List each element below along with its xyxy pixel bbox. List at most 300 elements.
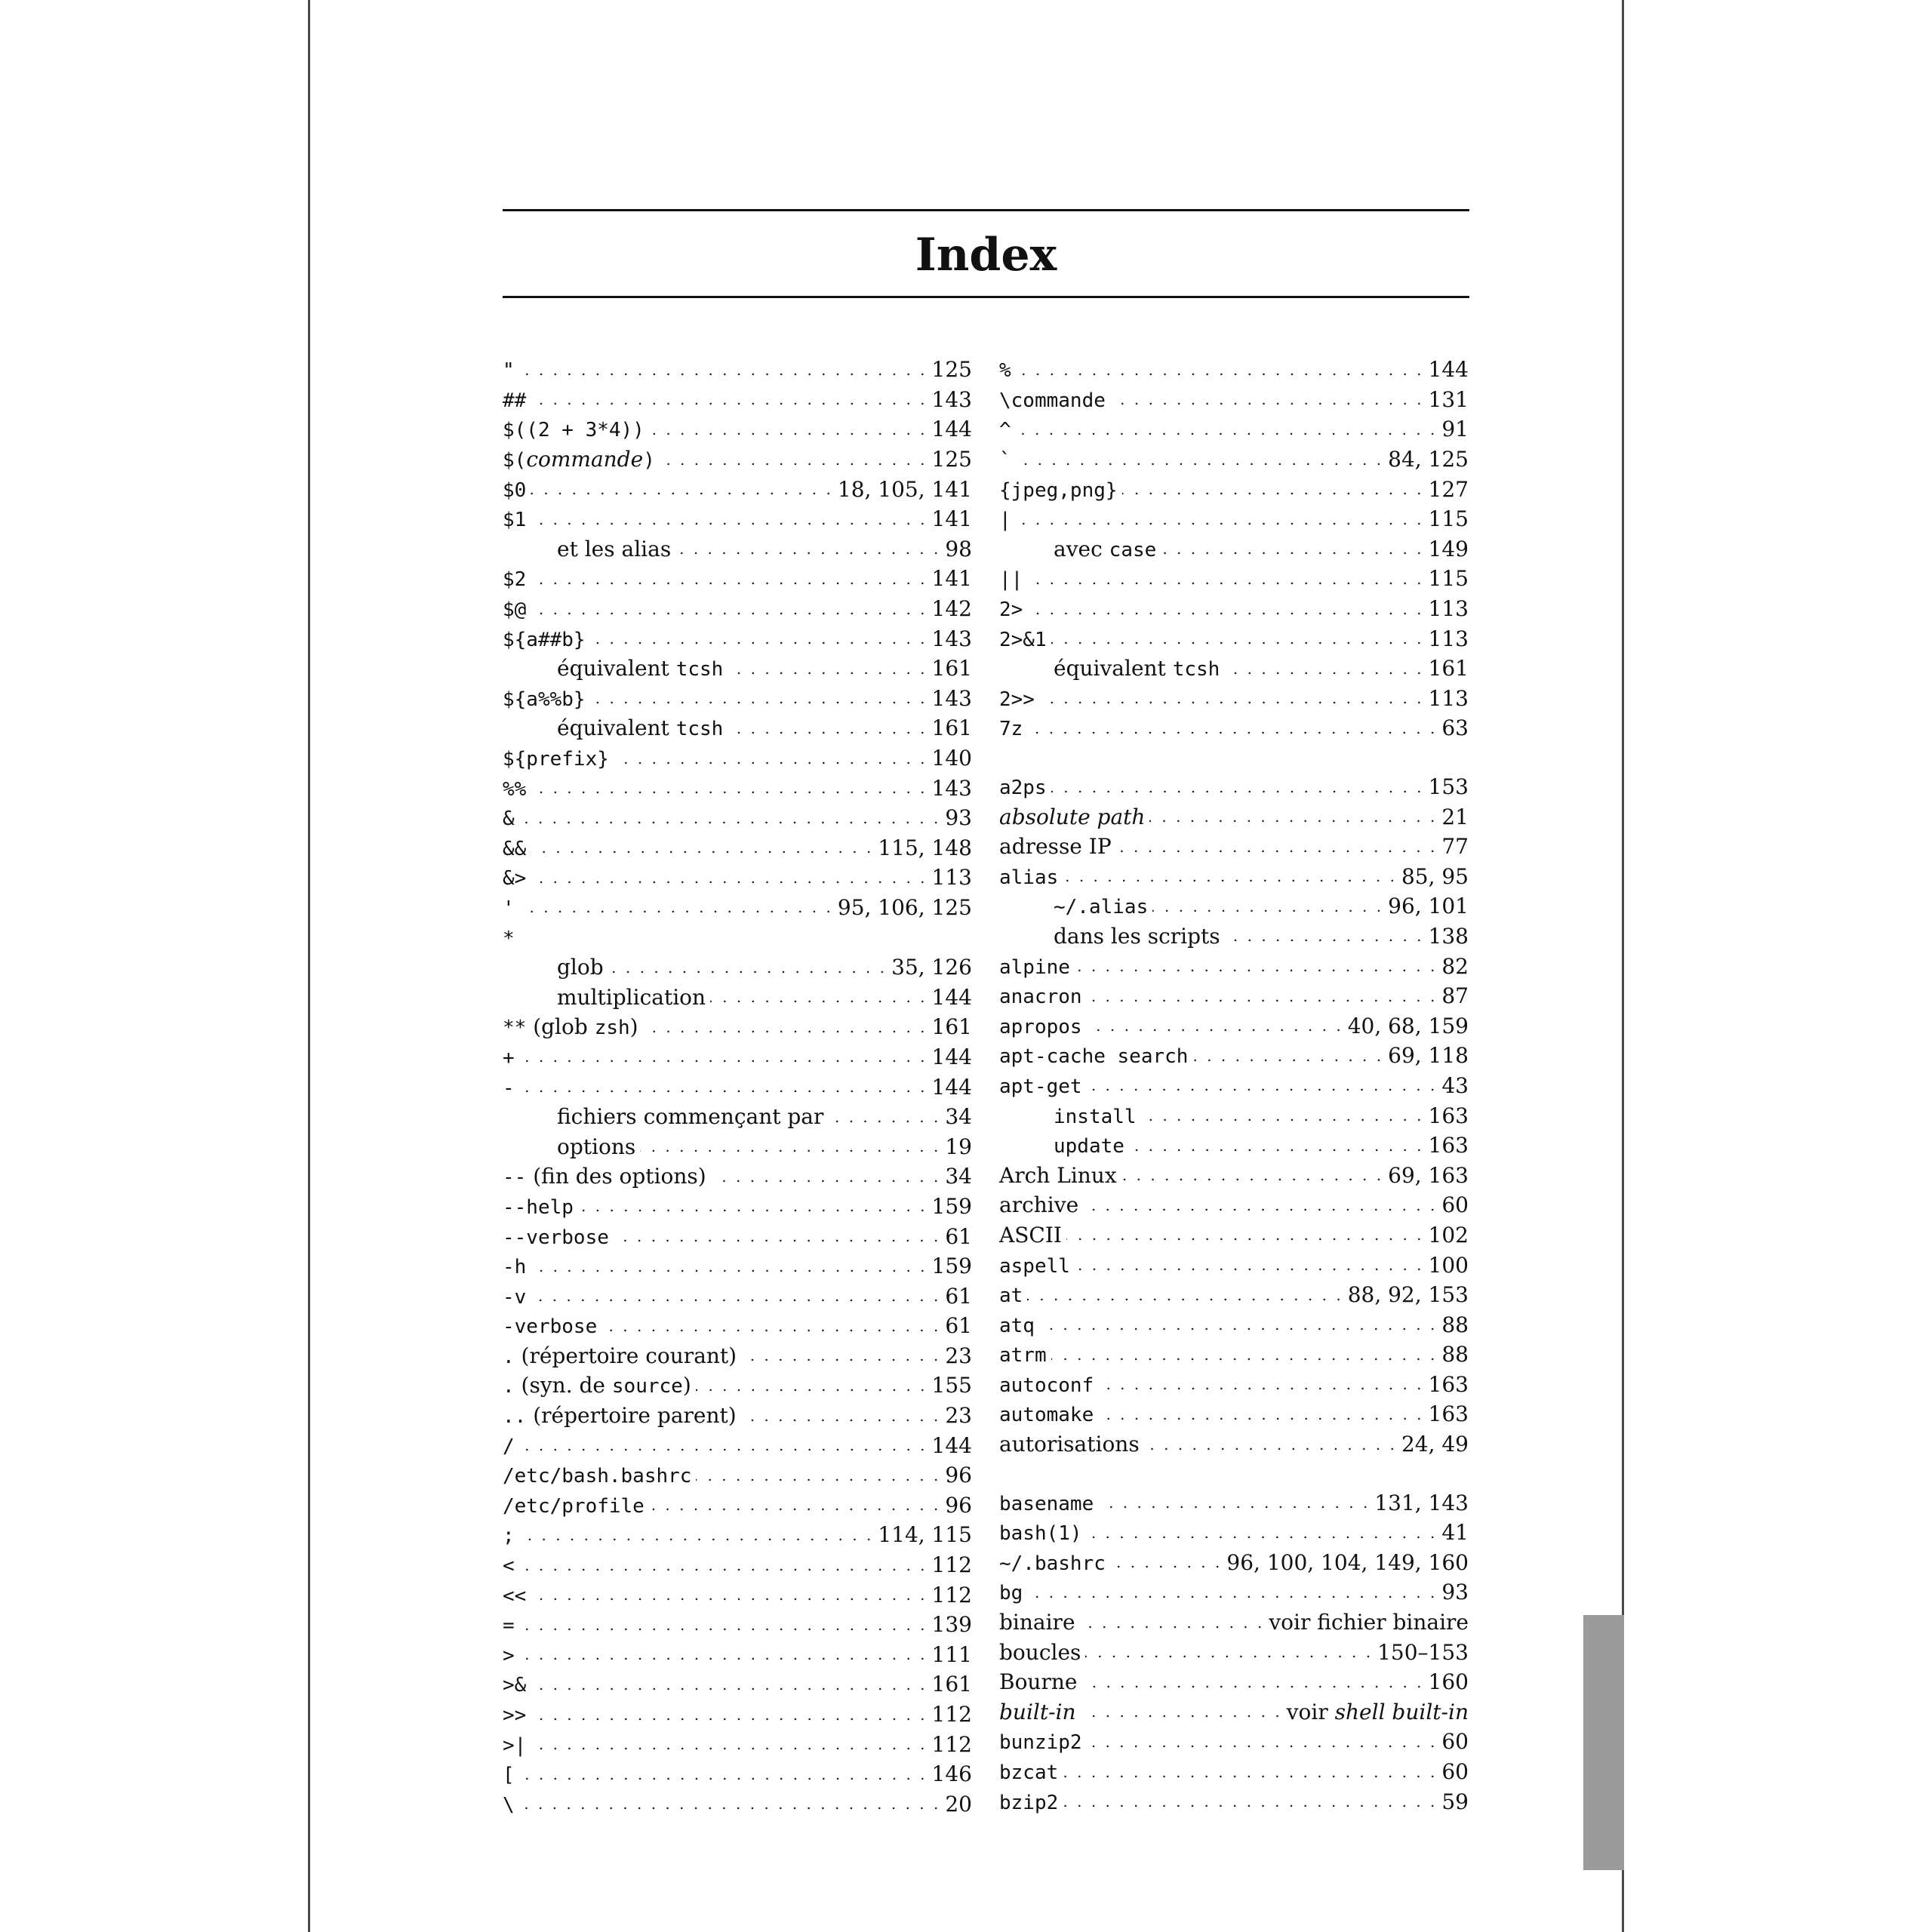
index-term <box>999 357 1011 382</box>
page-ref: 150–153 <box>1377 1639 1469 1665</box>
index-term <box>1054 537 1156 561</box>
index-term-part: et les alias <box>557 536 672 561</box>
page-ref: 60 <box>1441 1192 1469 1218</box>
index-term <box>999 1700 1076 1724</box>
page-ref: 88, 92, 153 <box>1347 1282 1469 1308</box>
index-term <box>999 626 1047 651</box>
dot-leader <box>519 1616 928 1634</box>
dot-leader <box>696 1466 940 1484</box>
index-term-part: Arch Linux <box>999 1162 1117 1188</box>
dot-leader <box>1116 838 1438 856</box>
index-page-refs <box>1441 1580 1469 1604</box>
index-entry <box>503 564 972 594</box>
index-page-refs <box>932 865 972 890</box>
dot-leader <box>1122 480 1424 498</box>
dot-leader <box>519 1765 928 1783</box>
page-ref: 77 <box>1441 834 1469 860</box>
index-entry <box>503 1550 972 1580</box>
dot-leader <box>601 1317 940 1335</box>
index-subentry <box>503 534 972 565</box>
page-ref: 115 <box>1428 566 1469 592</box>
index-term <box>999 1014 1082 1038</box>
index-term-part: (glob <box>526 1014 595 1040</box>
index-term <box>999 1640 1081 1665</box>
index-entry <box>503 863 972 893</box>
index-term-part: - <box>503 1076 515 1100</box>
index-term-part: 2>&1 <box>999 628 1047 651</box>
page-ref: 144 <box>1428 357 1469 383</box>
index-term <box>503 1761 515 1786</box>
index-term <box>503 626 586 651</box>
dot-leader <box>640 1137 940 1155</box>
index-term <box>999 804 1145 829</box>
index-entry <box>503 1759 972 1789</box>
index-entry <box>999 713 1469 743</box>
page-ref: 96, 100, 104, 149, 160 <box>1226 1549 1469 1575</box>
index-page-refs <box>1429 626 1469 651</box>
index-term-part: absolute path <box>999 804 1146 829</box>
index-term-part: $0 <box>503 478 527 502</box>
index-entry <box>999 1041 1469 1071</box>
index-term <box>557 1134 635 1159</box>
index-term-part: \ <box>503 1793 515 1817</box>
dot-leader <box>1027 600 1423 618</box>
index-page-refs <box>1429 1133 1469 1158</box>
index-entry <box>503 1281 972 1311</box>
index-page-refs <box>1388 894 1469 918</box>
page-ref: 102 <box>1428 1222 1469 1247</box>
page-ref: 112 <box>931 1731 972 1757</box>
index-term <box>999 1192 1078 1217</box>
index-page-refs <box>932 506 972 531</box>
index-term-part: options <box>557 1134 636 1159</box>
index-entry <box>999 594 1469 624</box>
index-term-part: multiplication <box>557 984 706 1010</box>
dot-leader <box>1063 867 1397 885</box>
page-ref: 91 <box>1441 417 1469 442</box>
index-page-refs <box>932 566 972 591</box>
index-term <box>503 925 515 950</box>
index-term-part: ${a##b} <box>503 628 586 651</box>
index-entry <box>999 414 1469 445</box>
page-ref: 163 <box>1428 1401 1469 1427</box>
index-entry <box>503 504 972 534</box>
index-term <box>999 686 1035 711</box>
index-term <box>503 1433 515 1458</box>
index-entry <box>503 355 972 385</box>
index-term <box>999 1372 1094 1397</box>
index-term <box>503 387 526 412</box>
dot-leader <box>614 749 928 768</box>
index-entry <box>999 355 1469 385</box>
index-page-refs <box>1348 1014 1469 1038</box>
index-entry <box>999 1429 1469 1460</box>
index-term <box>503 1672 526 1697</box>
index-term-part: autorisations <box>999 1432 1140 1457</box>
index-subentry <box>503 1131 972 1161</box>
page-ref: 63 <box>1441 715 1469 741</box>
index-entry <box>999 684 1469 714</box>
index-entry <box>999 1220 1469 1251</box>
page-ref: 161 <box>931 715 972 741</box>
index-entry <box>999 564 1469 594</box>
index-term <box>999 1043 1188 1068</box>
dot-leader <box>1016 420 1438 438</box>
dot-leader <box>531 480 833 498</box>
index-term-part: at <box>999 1284 1023 1308</box>
index-term-part: .. <box>503 1405 527 1429</box>
index-entry <box>999 1697 1469 1727</box>
index-term <box>503 1732 526 1757</box>
index-term-part: & <box>503 808 515 831</box>
dot-leader <box>741 1407 941 1425</box>
page-ref: 113 <box>931 865 972 891</box>
index-term <box>999 1312 1035 1337</box>
index-term-part: atrm <box>999 1344 1047 1367</box>
page-ref: 141 <box>931 566 972 592</box>
index-term-part: $2 <box>503 568 527 592</box>
page-ref: voir fichier binaire <box>1269 1610 1469 1635</box>
dot-leader <box>531 1586 927 1604</box>
index-term-part: [ <box>503 1764 515 1787</box>
index-term <box>999 477 1118 502</box>
index-term-part: bzip2 <box>999 1791 1059 1814</box>
page-ref: 61 <box>945 1223 972 1249</box>
page-ref: 139 <box>931 1612 972 1638</box>
page-ref: 163 <box>1428 1133 1469 1158</box>
index-term-part: ^ <box>999 419 1011 442</box>
index-term-part: automake <box>999 1404 1094 1427</box>
index-term <box>503 1642 515 1667</box>
dot-leader <box>608 958 887 977</box>
index-subentry <box>999 534 1469 565</box>
page-ref: 93 <box>1441 1580 1469 1605</box>
index-entry <box>503 1371 972 1401</box>
index-page-refs <box>1287 1700 1469 1724</box>
index-term <box>999 1759 1058 1784</box>
index-entry <box>999 385 1469 415</box>
index-term-part: % <box>999 359 1011 383</box>
page-ref: 144 <box>931 1074 972 1100</box>
index-term-part: (fin des options) <box>526 1164 706 1189</box>
page-ref: 163 <box>1428 1103 1469 1128</box>
index-page-refs <box>1429 686 1469 711</box>
page-ref: 112 <box>931 1582 972 1607</box>
index-page-refs <box>932 1014 972 1039</box>
index-page-refs <box>932 1552 972 1577</box>
page-ref: 113 <box>1428 626 1469 651</box>
dot-leader <box>519 1556 928 1574</box>
index-term-part: source <box>611 1375 683 1398</box>
index-term <box>503 1463 691 1487</box>
page-ref: 41 <box>1441 1520 1469 1546</box>
index-entry <box>503 1789 972 1820</box>
index-page-refs <box>1429 477 1469 502</box>
dot-leader <box>1087 1733 1438 1751</box>
index-term-part: built-in <box>999 1699 1076 1724</box>
page-ref: shell built-in <box>1334 1699 1469 1724</box>
page-ref: 113 <box>1428 596 1469 622</box>
index-term-part: update <box>1054 1135 1124 1158</box>
index-term <box>999 1223 1062 1247</box>
dot-leader <box>590 689 928 707</box>
dot-leader <box>1121 1166 1383 1184</box>
index-term-part: $@ <box>503 598 527 622</box>
index-term <box>999 1610 1075 1635</box>
index-term-part: * <box>503 927 515 950</box>
index-term-part: commande <box>526 447 644 472</box>
index-entry <box>999 801 1469 832</box>
index-term <box>557 537 671 561</box>
index-term <box>503 805 515 830</box>
index-page-refs <box>932 1702 972 1727</box>
index-term-part: a2ps <box>999 777 1047 800</box>
index-page-refs <box>945 1313 972 1338</box>
index-term <box>503 1373 691 1398</box>
index-term-part: $((2 + 3*4)) <box>503 419 645 442</box>
dot-leader <box>614 1227 940 1245</box>
dot-leader <box>519 1078 928 1096</box>
index-entry <box>999 1280 1469 1310</box>
page-ref: 34 <box>945 1164 972 1189</box>
index-term-part: apt-get <box>999 1075 1082 1098</box>
index-term-part: (syn. de <box>514 1373 612 1398</box>
index-term <box>999 834 1112 859</box>
index-page-refs <box>945 1164 972 1189</box>
dot-leader <box>1141 1106 1424 1124</box>
index-term-part: 7z <box>999 718 1023 741</box>
index-term-part: alpine <box>999 955 1070 979</box>
index-term <box>503 1014 638 1039</box>
index-term <box>999 1520 1082 1545</box>
dot-leader <box>531 600 927 618</box>
dot-leader <box>531 570 927 588</box>
index-entry <box>503 623 972 654</box>
index-term-part: apt-cache search <box>999 1045 1189 1069</box>
title-rule-bottom <box>503 296 1469 298</box>
page-ref: 143 <box>931 775 972 801</box>
dot-leader <box>531 869 927 887</box>
index-entry <box>999 623 1469 654</box>
page-ref: 112 <box>931 1552 972 1578</box>
index-term-part: binaire <box>999 1610 1075 1635</box>
index-entry <box>999 772 1469 802</box>
page-ref: 35, 126 <box>891 955 972 980</box>
page-ref: 115 <box>1428 506 1469 532</box>
index-term-part: avec <box>1054 536 1109 561</box>
index-term <box>503 1194 574 1219</box>
index-term-part: $1 <box>503 509 527 532</box>
index-term <box>503 506 526 531</box>
index-subentry <box>999 921 1469 952</box>
page-ref: 95, 106, 125 <box>837 894 972 920</box>
dot-leader <box>1085 1643 1373 1661</box>
dot-leader <box>1075 1256 1424 1274</box>
page-ref: 153 <box>1428 774 1469 800</box>
index-term <box>999 1491 1094 1515</box>
index-page-refs <box>945 1493 972 1518</box>
index-column-left <box>503 355 972 1819</box>
index-entry <box>503 1669 972 1700</box>
index-term-part: ' <box>503 897 515 920</box>
index-entry <box>503 1192 972 1222</box>
dot-leader <box>519 1048 928 1066</box>
index-entry <box>503 1460 972 1491</box>
index-entry <box>999 981 1469 1011</box>
index-term <box>999 417 1011 441</box>
index-term <box>999 1432 1140 1457</box>
index-term <box>503 835 526 860</box>
index-entry <box>999 1190 1469 1220</box>
index-page-refs <box>1401 1432 1469 1457</box>
index-term <box>503 1284 526 1309</box>
index-term <box>999 774 1047 799</box>
index-subentry <box>503 952 972 983</box>
index-term <box>503 1224 609 1249</box>
dot-leader <box>1075 957 1437 975</box>
index-term-part: | <box>999 509 1011 532</box>
index-term <box>503 1164 706 1189</box>
index-term <box>503 417 645 441</box>
index-term-part: équivalent <box>557 715 676 741</box>
dot-leader <box>1051 1346 1438 1364</box>
page-ref: 144 <box>931 984 972 1010</box>
dot-leader <box>531 1706 927 1724</box>
index-page-refs <box>1269 1610 1469 1635</box>
page-ref: 115, 148 <box>878 835 972 860</box>
dot-leader <box>590 629 928 648</box>
index-term-part: autoconf <box>999 1374 1094 1397</box>
index-page-refs <box>1441 804 1469 829</box>
index-page-refs <box>932 1642 972 1667</box>
index-term <box>503 596 526 621</box>
page-ref: 18, 105, 141 <box>837 476 972 502</box>
index-term <box>557 985 706 1010</box>
index-page-refs <box>945 1792 972 1817</box>
page-ref: 40, 68, 159 <box>1347 1013 1469 1038</box>
index-term-part: ) <box>682 1373 691 1398</box>
index-subentry <box>503 982 972 1012</box>
index-entry <box>503 833 972 863</box>
index-page-refs <box>1441 417 1469 441</box>
index-page-refs <box>945 1104 972 1129</box>
index-term-part: ~/.alias <box>1054 896 1149 919</box>
index-entry <box>503 1221 972 1251</box>
dot-leader <box>1098 1494 1370 1512</box>
index-term <box>503 1493 645 1518</box>
index-page-refs <box>932 985 972 1010</box>
index-entry <box>999 1011 1469 1041</box>
index-term <box>999 566 1023 591</box>
index-entry <box>999 1250 1469 1280</box>
dot-leader <box>1098 1375 1423 1393</box>
page-ref: 140 <box>931 746 972 771</box>
index-term-part: &> <box>503 867 527 891</box>
index-term <box>1054 1103 1137 1128</box>
page-ref: 161 <box>1428 656 1469 681</box>
index-term <box>999 1729 1082 1754</box>
index-page-refs <box>945 1403 972 1428</box>
dot-leader <box>649 1496 941 1514</box>
dot-leader <box>519 809 941 827</box>
index-page-refs <box>945 1224 972 1249</box>
dot-leader <box>1027 1286 1343 1304</box>
page-ref: 59 <box>1441 1789 1469 1814</box>
page-ref: 19 <box>945 1134 972 1159</box>
index-term-part: tcsh <box>1172 658 1220 681</box>
index-term <box>999 1073 1082 1098</box>
dot-leader <box>1110 1553 1223 1571</box>
page-ref: 85, 95 <box>1401 863 1469 889</box>
index-term-part: && <box>503 837 527 860</box>
index-term-part: ) <box>629 1014 638 1040</box>
index-term <box>503 1522 515 1547</box>
index-page-refs <box>1429 1372 1469 1397</box>
page-ref: 144 <box>931 417 972 442</box>
index-page-refs <box>1429 1669 1469 1694</box>
index-page-refs <box>932 686 972 711</box>
page-ref: 84, 125 <box>1388 447 1469 472</box>
page-ref: 159 <box>931 1254 972 1279</box>
index-subentry <box>999 891 1469 921</box>
index-term-part: /etc/profile <box>503 1494 645 1518</box>
page-ref: voir <box>1286 1699 1335 1724</box>
index-page-refs <box>932 1433 972 1458</box>
page-ref: 69, 163 <box>1388 1162 1469 1188</box>
index-page-refs <box>891 955 972 980</box>
page-ref: 163 <box>1428 1371 1469 1397</box>
dot-leader <box>519 1436 928 1454</box>
page-ref: 87 <box>1441 983 1469 1009</box>
page-ref: 20 <box>945 1791 972 1817</box>
index-page-refs <box>1388 447 1469 472</box>
dot-leader <box>531 838 873 857</box>
dot-leader <box>675 540 940 558</box>
index-entry <box>999 1577 1469 1607</box>
index-page-refs <box>1441 1073 1469 1098</box>
index-term-part: --verbose <box>503 1226 609 1249</box>
index-term <box>999 1342 1047 1367</box>
index-term <box>999 864 1058 889</box>
dot-leader <box>1225 927 1424 945</box>
index-term-part: /etc/bash.bashrc <box>503 1465 692 1488</box>
index-term-part: ~/.bashrc <box>999 1552 1106 1575</box>
index-term <box>557 955 604 980</box>
dot-leader <box>519 898 833 916</box>
index-page-refs <box>1429 537 1469 561</box>
index-term <box>503 1254 526 1278</box>
page-ref: 23 <box>945 1403 972 1429</box>
index-subentry <box>999 1131 1469 1161</box>
index-entry <box>999 445 1469 475</box>
dot-leader <box>1066 1226 1424 1244</box>
index-term-part: ${a%%b} <box>503 688 586 711</box>
index-term <box>999 1401 1094 1426</box>
index-term-part: . <box>503 1375 515 1398</box>
dot-leader <box>531 779 927 797</box>
index-entry <box>503 773 972 803</box>
index-term-part: (répertoire courant) <box>514 1343 737 1368</box>
index-entry <box>503 1430 972 1460</box>
index-page-refs <box>1441 1520 1469 1545</box>
dot-leader <box>1016 451 1383 469</box>
index-subentry <box>503 713 972 743</box>
index-entry <box>999 1160 1469 1190</box>
title-rule-top <box>503 209 1469 211</box>
index-column-right <box>999 355 1469 1817</box>
index-entry <box>503 1700 972 1730</box>
index-term-part: 2>> <box>999 688 1035 711</box>
